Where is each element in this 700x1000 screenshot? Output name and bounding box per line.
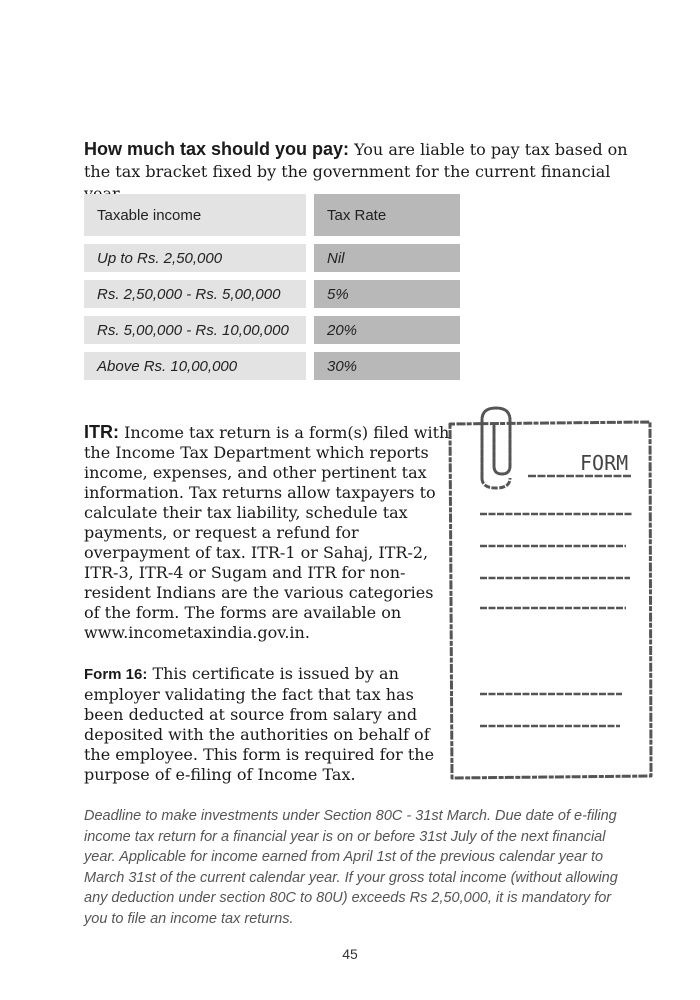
table-row xyxy=(84,316,460,344)
table-row xyxy=(84,352,460,380)
tax-rate-table xyxy=(84,194,460,388)
income-cell: Rs. 2,50,000 - Rs. 5,00,000 xyxy=(84,280,306,308)
table-row xyxy=(84,244,460,272)
form16-text: This certificate is issued by an employer validating the fact that tax has been deducted at source from salary and deposited with the authorities on behalf of the employee. This form is required for the purpose of e-filing of Income Tax. xyxy=(84,664,435,784)
tax-intro-heading: How much tax should you pay: xyxy=(84,139,350,159)
header-taxable-income: Taxable income xyxy=(84,194,306,236)
table-row xyxy=(84,280,460,308)
itr-heading: ITR: xyxy=(84,422,119,442)
itr-paragraph xyxy=(84,422,454,643)
rate-cell: 5% xyxy=(314,280,460,308)
itr-text: Income tax return is a form(s) filed with the Income Tax Department which reports income, expenses, and other pertinent tax information. Tax returns allow taxpayers to calculate their tax liability, schedule tax payments, or request a refund for overpayment of tax. ITR-1 or Sahaj, ITR-2, ITR-3, ITR-4 or Sugam and ITR for non-resident Indians are the various categories of the form. The forms are available on www.incometaxindia.gov.in. xyxy=(84,423,450,642)
rate-cell: Nil xyxy=(314,244,460,272)
income-cell: Up to Rs. 2,50,000 xyxy=(84,244,306,272)
form-label: FORM xyxy=(580,451,629,475)
form16-heading: Form 16: xyxy=(84,666,148,683)
income-cell: Rs. 5,00,000 - Rs. 10,00,000 xyxy=(84,316,306,344)
page-number: 45 xyxy=(342,946,358,962)
form-document-icon xyxy=(444,404,658,784)
rate-cell: 20% xyxy=(314,316,460,344)
table-header-row xyxy=(84,194,460,236)
income-cell: Above Rs. 10,00,000 xyxy=(84,352,306,380)
rate-cell: 30% xyxy=(314,352,460,380)
header-tax-rate: Tax Rate xyxy=(314,194,460,236)
form16-paragraph xyxy=(84,664,454,785)
tax-intro-text: You are liable to pay tax based on the tax bracket fixed by the government for the current financial xyxy=(84,140,628,181)
deadline-note: Deadline to make investments under Section 80C - 31st March. Due date of e-filing income tax return for a financial year is on or before 31st July of the next financial year. Applicable for income earned from April 1st of the previous calendar year to March 31st of the current calendar year. If your gross total income (without allowing any deduction under section 80C to 80U) exceeds Rs 2,50,000, it is mandatory for you to file an income tax returns. xyxy=(84,808,618,927)
